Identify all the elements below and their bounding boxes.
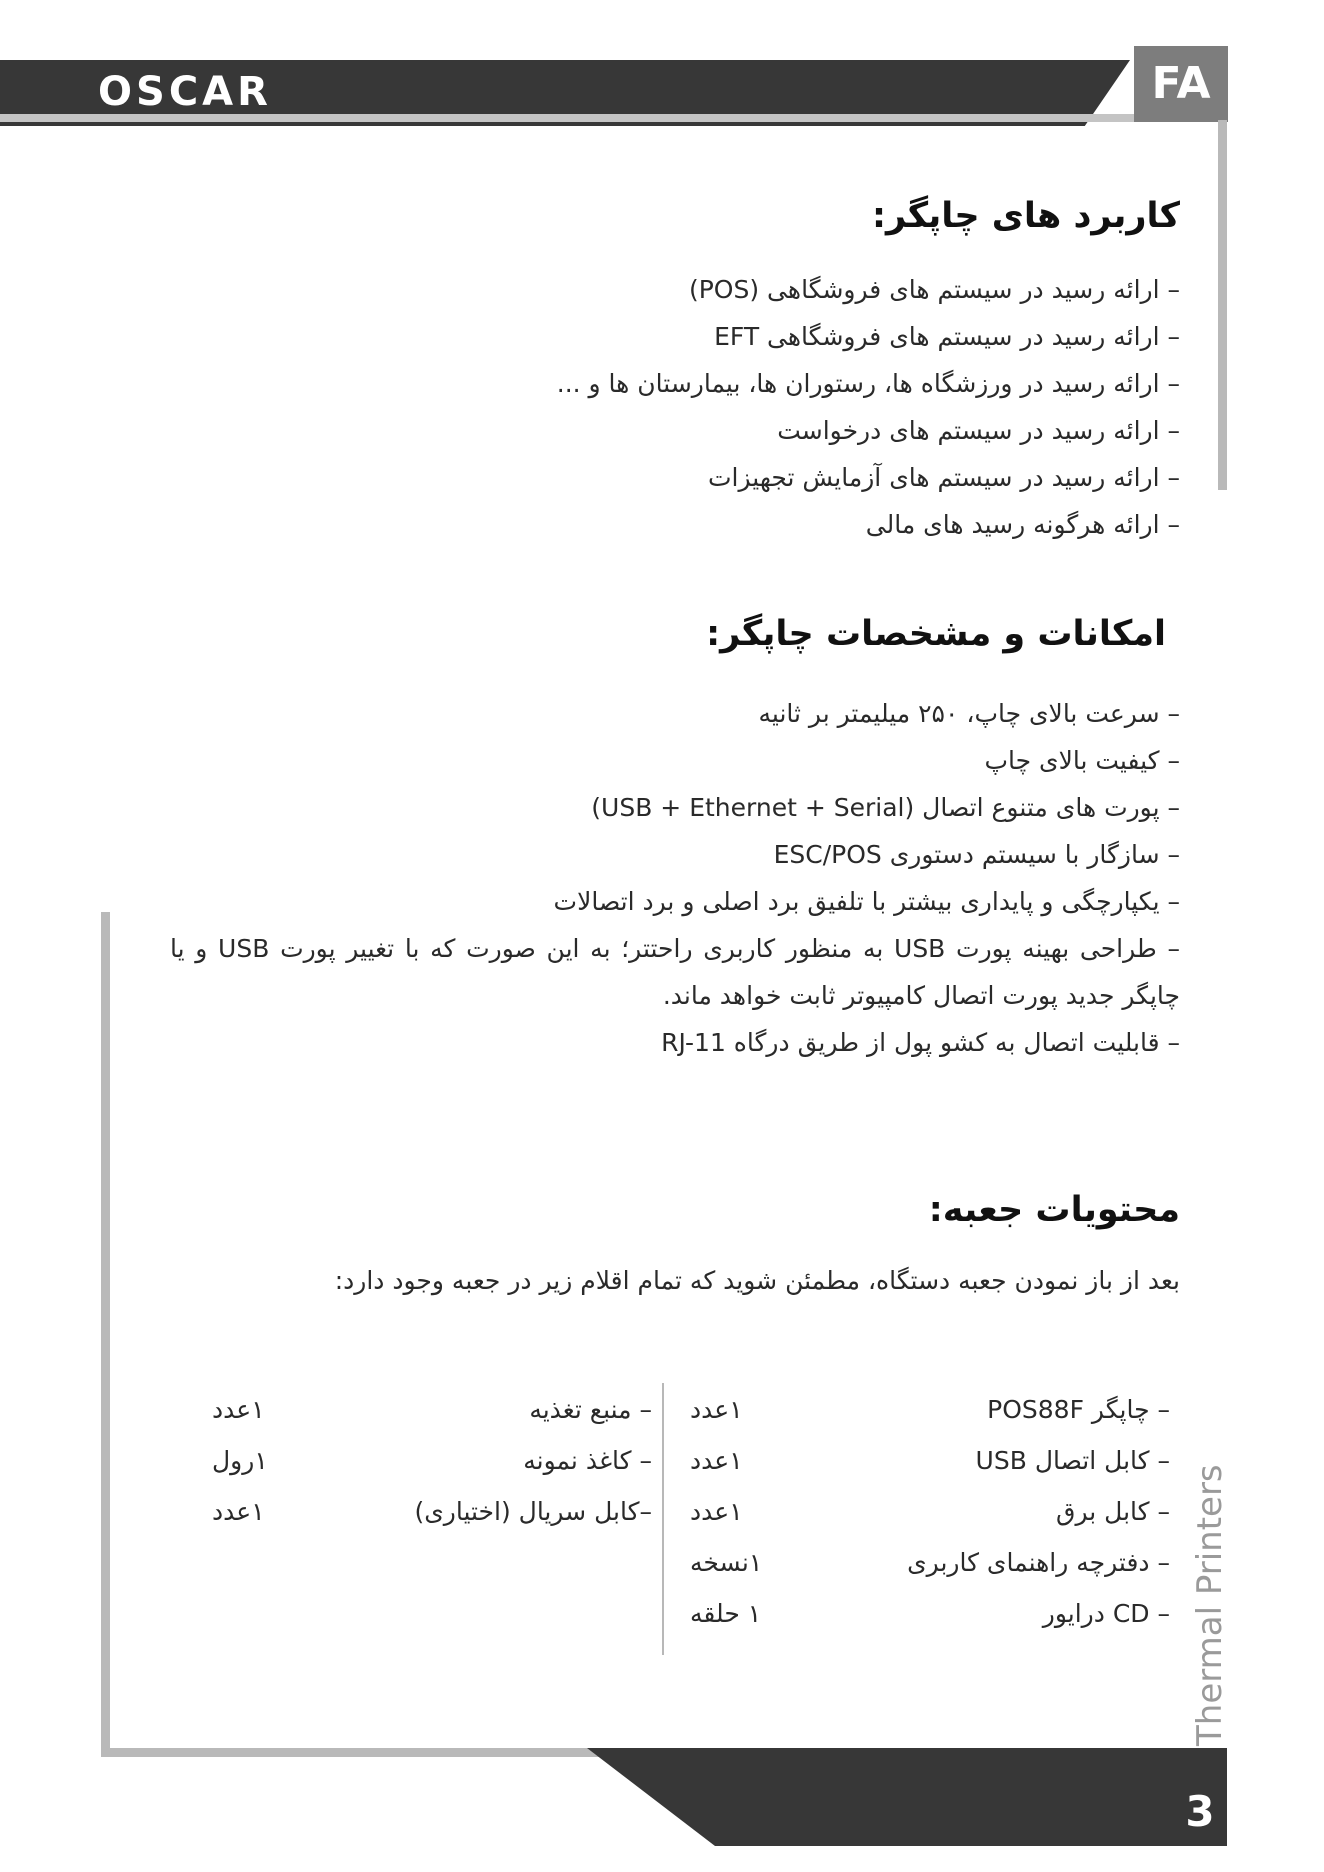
list-item: – سرعت بالای چاپ، ۲۵۰ میلیمتر بر ثانیه xyxy=(758,699,1180,728)
list-item: – ارائه رسید در سیستم های فروشگاهی (POS) xyxy=(688,275,1180,304)
right-border xyxy=(1218,120,1227,490)
list-item xyxy=(212,1486,652,1537)
item-name: – منبع تغذیه xyxy=(529,1395,652,1424)
applications-section xyxy=(150,196,1180,556)
list-item xyxy=(690,1435,1170,1486)
item-name: – کابل اتصال USB xyxy=(975,1446,1170,1475)
page-number: 3 xyxy=(1185,1787,1215,1836)
item-qty: ۱عدد xyxy=(212,1395,265,1424)
item-qty: ۱رول xyxy=(212,1446,268,1475)
list-item: – سازگار با سیستم دستوری ESC/POS xyxy=(773,840,1180,869)
box-items-right xyxy=(690,1384,1170,1639)
item-name: – کابل برق xyxy=(1056,1497,1170,1526)
item-qty: ۱عدد xyxy=(690,1497,743,1526)
list-item: – ارائه رسید در سیستم های فروشگاهی EFT xyxy=(714,322,1180,351)
item-name: – CD درایور xyxy=(1042,1599,1170,1628)
item-qty: ۱نسخه xyxy=(690,1548,763,1577)
list-item: – ارائه هرگونه رسید های مالی xyxy=(865,510,1180,539)
list-item xyxy=(690,1384,1170,1435)
features-section xyxy=(150,614,1180,1057)
applications-list xyxy=(557,266,1180,548)
item-name: – چاپگر POS88F xyxy=(987,1395,1170,1424)
applications-heading: کاربرد های چاپگر: xyxy=(871,196,1180,236)
list-item: – پورت های متنوع اتصال (USB + Ethernet + Serial) xyxy=(591,793,1180,822)
item-name: – کاغذ نمونه xyxy=(523,1446,652,1475)
list-item: – قابلیت اتصال به کشو پول از طریق درگاه RJ-11 xyxy=(661,1028,1180,1057)
list-item: – ارائه رسید در سیستم های درخواست xyxy=(777,416,1180,445)
list-item xyxy=(690,1588,1170,1639)
features-heading: امکانات و مشخصات چاپگر: xyxy=(706,614,1166,654)
list-item: – یکپارچگی و پایداری بیشتر با تلفیق برد اصلی و برد اتصالات xyxy=(553,887,1180,916)
item-qty: ۱ حلقه xyxy=(690,1599,762,1628)
list-item: – ارائه رسید در ورزشگاه ها، رستوران ها، بیمارستان ها و ... xyxy=(556,369,1180,398)
features-list xyxy=(170,690,1180,1066)
box-contents-intro: بعد از باز نمودن جعبه دستگاه، مطمئن شوید که تمام اقلام زیر در جعبه وجود دارد: xyxy=(334,1266,1180,1295)
list-item: – کیفیت بالای چاپ xyxy=(984,746,1180,775)
item-qty: ۱عدد xyxy=(212,1497,265,1526)
language-badge: FA xyxy=(1134,46,1228,122)
box-contents-heading: محتویات جعبه: xyxy=(928,1190,1180,1230)
item-qty: ۱عدد xyxy=(690,1395,743,1424)
list-item xyxy=(690,1537,1170,1588)
footer-bar xyxy=(587,1748,1227,1846)
item-name: – دفترچه راهنمای کاربری xyxy=(907,1548,1170,1577)
box-items-left xyxy=(212,1384,652,1537)
list-item xyxy=(690,1486,1170,1537)
item-qty: ۱عدد xyxy=(690,1446,743,1475)
list-item: – طراحی بهینه پورت USB به منظور کاربری راحتتر؛ به این صورت که با تغییر پورت USB و یا چاپگر جدید پورت اتصال کامپیوتر ثابت خواهد ماند. xyxy=(170,934,1180,1010)
list-item: – ارائه رسید در سیستم های آزمایش تجهیزات xyxy=(708,463,1180,492)
left-border xyxy=(101,912,110,1752)
list-item xyxy=(212,1435,652,1486)
list-item xyxy=(212,1384,652,1435)
brand-logo: OSCAR xyxy=(98,69,272,115)
column-divider xyxy=(662,1383,664,1655)
item-name: –کابل سریال (اختیاری) xyxy=(414,1497,652,1526)
side-label: Thermal Printers xyxy=(1190,1464,1230,1746)
